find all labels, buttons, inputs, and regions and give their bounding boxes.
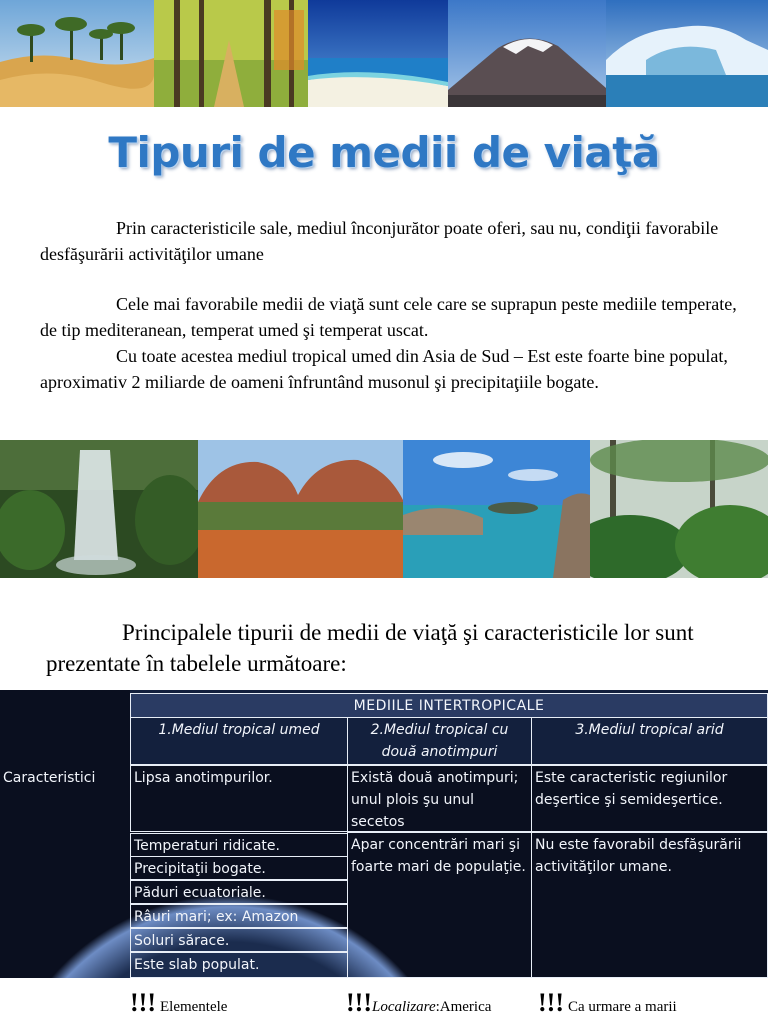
- jungle-photo: [590, 440, 768, 578]
- cell-no-seasons: Lipsa anotimpurilor.: [130, 765, 348, 832]
- paragraph-environment: [40, 216, 740, 267]
- exclamation-marks: !!!: [130, 988, 156, 1017]
- list-item-temperatures: Temperaturi ridicate.: [130, 833, 348, 857]
- column-header-tropical-arid: 3.Mediul tropical arid: [531, 717, 768, 765]
- paragraph-tropical: [40, 344, 740, 395]
- list-item-precipitation: Precipitaţii bogate.: [130, 856, 348, 880]
- top-photo-strip: [0, 0, 768, 107]
- footer-note-localization-text: :America: [435, 999, 492, 1015]
- iceberg-photo: [606, 0, 768, 107]
- intertropical-table: [0, 690, 768, 978]
- outback-rocks-photo: [198, 440, 403, 578]
- row-label-characteristics: Caracteristici: [3, 770, 96, 786]
- paragraph-favorable-text: Cele mai favorabile medii de viaţă sunt cele care se suprapun peste mediile temperate, de tip mediteranean, temperat umed şi temperat uscat.: [40, 294, 737, 340]
- mountain-photo: [448, 0, 606, 107]
- desert-photo: [0, 0, 154, 107]
- footer-note-consequence-text: Ca urmare a marii: [567, 999, 677, 1015]
- forest-photo: [154, 0, 308, 107]
- list-item-rivers: Râuri mari; ex: Amazon: [130, 904, 348, 928]
- footer-note-localization-label: Localizare: [371, 999, 436, 1015]
- footer-note-localization: [346, 988, 491, 1018]
- waterfall-photo: [0, 440, 198, 578]
- list-item-soils: Soluri sărace.: [130, 928, 348, 952]
- list-item-forests: Păduri ecuatoriale.: [130, 880, 348, 904]
- exclamation-marks: !!!: [346, 988, 372, 1017]
- list-item-population: Este slab populat.: [130, 952, 348, 978]
- middle-photo-strip: [0, 440, 768, 578]
- page-title: Tipuri de medii de viaţă: [108, 128, 660, 177]
- column-header-tropical-two-seasons: 2.Mediul tropical cu două anotimpuri: [347, 717, 532, 765]
- cell-two-seasons: Există două anotimpuri; unul plois şu unul secetos: [347, 765, 532, 832]
- table-intro-sentence: Principalele tipurii de medii de viaţă şi caracteristicile lor sunt prezentate în tabelele următoare:: [46, 620, 694, 676]
- paragraph-favorable: [40, 292, 740, 343]
- exclamation-marks: !!!: [538, 988, 564, 1017]
- cell-population-concentration: Apar concentrări mari şi foarte mari de populaţie.: [347, 832, 532, 978]
- table-header: MEDIILE INTERTROPICALE: [130, 693, 768, 718]
- paragraph-environment-text: Prin caracteristicile sale, mediul înconjurător poate oferi, sau nu, condiţii favorabile desfăşurării activităţilor umane: [40, 218, 719, 264]
- table-intro-text: [46, 617, 746, 679]
- paragraph-tropical-text: Cu toate acestea mediul tropical umed din Asia de Sud – Est este foarte bine populat, aproximativ 2 miliarde de oameni înfruntând musonul şi precipitaţiile bogate.: [40, 346, 728, 392]
- column-header-tropical-humid: 1.Mediul tropical umed: [130, 717, 348, 765]
- coast-photo: [403, 440, 590, 578]
- cell-not-favorable: Nu este favorabil desfăşurării activităţilor umane.: [531, 832, 768, 978]
- footer-note-elements: [130, 988, 227, 1018]
- footer-note-consequence: [538, 988, 677, 1018]
- footer-note-elements-text: Elementele: [159, 999, 228, 1015]
- beach-photo: [308, 0, 448, 107]
- cell-desert-regions: Este caracteristic regiunilor deşertice şi semideşertice.: [531, 765, 768, 832]
